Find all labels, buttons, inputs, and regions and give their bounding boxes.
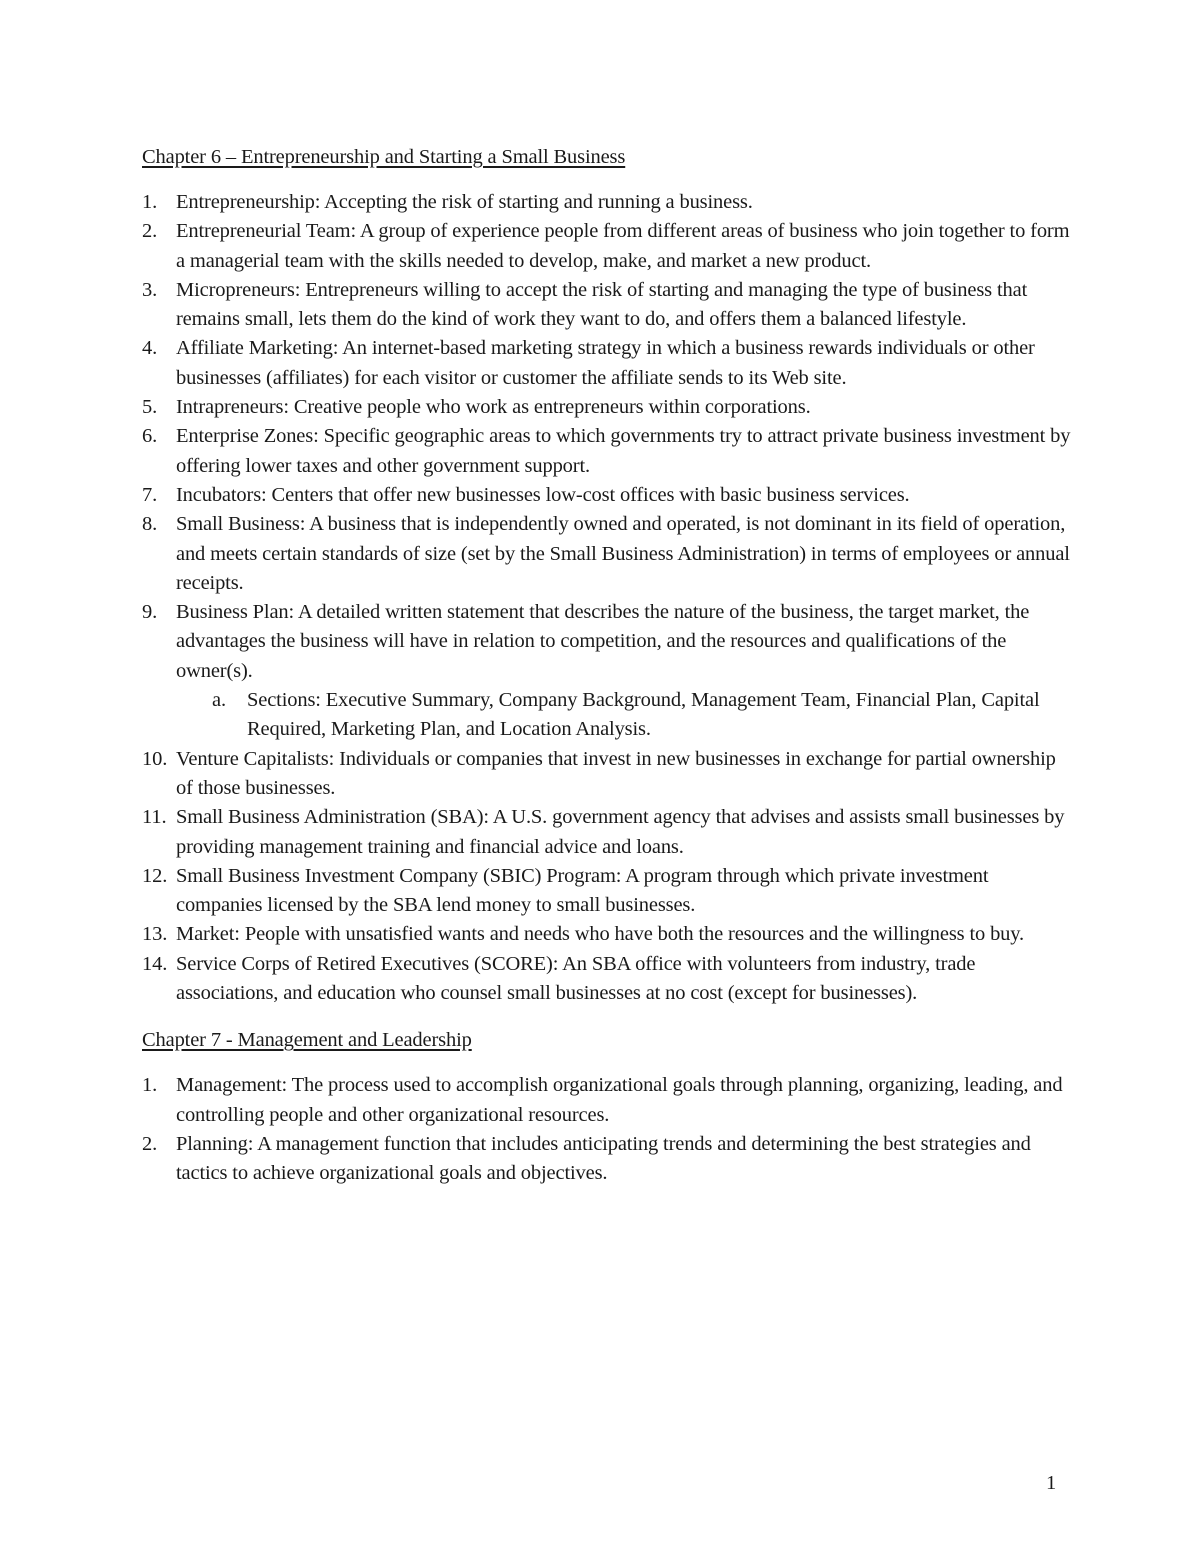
page-content xyxy=(142,140,1072,1189)
list-item xyxy=(142,393,1072,422)
sub-list xyxy=(176,686,1072,745)
chapter-heading: Chapter 6 – Entrepreneurship and Starting a Small Business xyxy=(142,146,626,168)
list-item xyxy=(142,803,1072,862)
item-number: 11. xyxy=(142,806,167,829)
list-item xyxy=(142,481,1072,510)
list-item xyxy=(142,950,1072,1009)
term-list xyxy=(142,188,1072,1008)
list-item xyxy=(142,1130,1072,1189)
item-number: 9. xyxy=(142,601,158,624)
item-text: Small Business Investment Company (SBIC) Program: A program through which private investment companies licensed by the SBA lend money to small businesses. xyxy=(176,864,989,917)
list-item xyxy=(142,334,1072,393)
item-text: Management: The process used to accomplish organizational goals through planning, organizing, leading, and controlling people and other organizational resources. xyxy=(176,1074,1063,1126)
list-item xyxy=(142,188,1072,217)
term-list xyxy=(142,1071,1072,1188)
sub-item-text: Sections: Executive Summary, Company Background, Management Team, Financial Plan, Capital Required, Marketing Plan, and Location Analysis. xyxy=(247,689,1040,741)
item-number: 2. xyxy=(142,1132,158,1155)
sub-list-item xyxy=(176,686,1072,745)
item-number: 7. xyxy=(142,483,158,506)
chapter-7-section xyxy=(142,1023,1072,1188)
item-text: Entrepreneurial Team: A group of experience people from different areas of business who join together to form a managerial team with the skills needed to develop, make, and market a new product. xyxy=(176,220,1070,272)
item-number: 3. xyxy=(142,278,158,301)
chapter-6-section xyxy=(142,140,1072,1008)
item-number: 13. xyxy=(142,923,168,946)
item-number: 4. xyxy=(142,337,158,360)
chapter-heading: Chapter 7 - Management and Leadership xyxy=(142,1029,472,1052)
page-number: 1 xyxy=(1046,1472,1057,1494)
item-text: Intrapreneurs: Creative people who work as entrepreneurs within corporations. xyxy=(176,396,811,419)
list-item xyxy=(142,1071,1072,1130)
sub-item-letter: a. xyxy=(212,689,226,712)
item-text: Small Business: A business that is independently owned and operated, is not dominant in its field of operation, and meets certain standards of size (set by the Small Business Administration) in terms of employees or annual receipts. xyxy=(176,513,1070,594)
item-number: 14. xyxy=(142,952,168,975)
list-item xyxy=(142,920,1072,949)
item-number: 8. xyxy=(142,513,158,536)
item-number: 5. xyxy=(142,396,158,419)
item-number: 1. xyxy=(142,1074,158,1097)
item-text: Affiliate Marketing: An internet-based marketing strategy in which a business rewards individuals or other businesses (affiliates) for each visitor or customer the affiliate sends to its Web site. xyxy=(176,337,1035,389)
list-item xyxy=(142,422,1072,481)
item-text: Entrepreneurship: Accepting the risk of starting and running a business. xyxy=(176,191,753,213)
item-text: Service Corps of Retired Executives (SCORE): An SBA office with volunteers from industry, trade associations, and education who counsel small businesses at no cost (except for businesses). xyxy=(176,952,976,1005)
item-number: 12. xyxy=(142,864,168,887)
item-text: Enterprise Zones: Specific geographic areas to which governments try to attract private business investment by offering lower taxes and other government support. xyxy=(176,425,1071,477)
item-text: Venture Capitalists: Individuals or companies that invest in new businesses in exchange for partial ownership of those businesses. xyxy=(176,747,1056,799)
item-number: 10. xyxy=(142,747,168,770)
list-item xyxy=(142,862,1072,921)
item-text: Business Plan: A detailed written statement that describes the nature of the business, the target market, the advantages the business will have in relation to competition, and the resources and qualifications of the owner(s). xyxy=(176,601,1030,682)
item-text: Micropreneurs: Entrepreneurs willing to accept the risk of starting and managing the type of business that remains small, lets them do the kind of work they want to do, and offers them a balanced lifestyle. xyxy=(176,278,1028,331)
item-number: 1. xyxy=(142,191,158,213)
item-text: Incubators: Centers that offer new businesses low-cost offices with basic business services. xyxy=(176,483,910,506)
item-text: Planning: A management function that includes anticipating trends and determining the best strategies and tactics to achieve organizational goals and objectives. xyxy=(176,1132,1031,1185)
list-item xyxy=(142,598,1072,744)
list-item xyxy=(142,745,1072,804)
item-text: Small Business Administration (SBA): A U.S. government agency that advises and assists small businesses by providing management training and financial advice and loans. xyxy=(176,806,1065,858)
item-number: 2. xyxy=(142,220,158,243)
list-item xyxy=(142,510,1072,598)
item-text: Market: People with unsatisfied wants and needs who have both the resources and the willingness to buy. xyxy=(176,923,1025,946)
list-item xyxy=(142,276,1072,335)
list-item xyxy=(142,217,1072,276)
item-number: 6. xyxy=(142,425,158,448)
